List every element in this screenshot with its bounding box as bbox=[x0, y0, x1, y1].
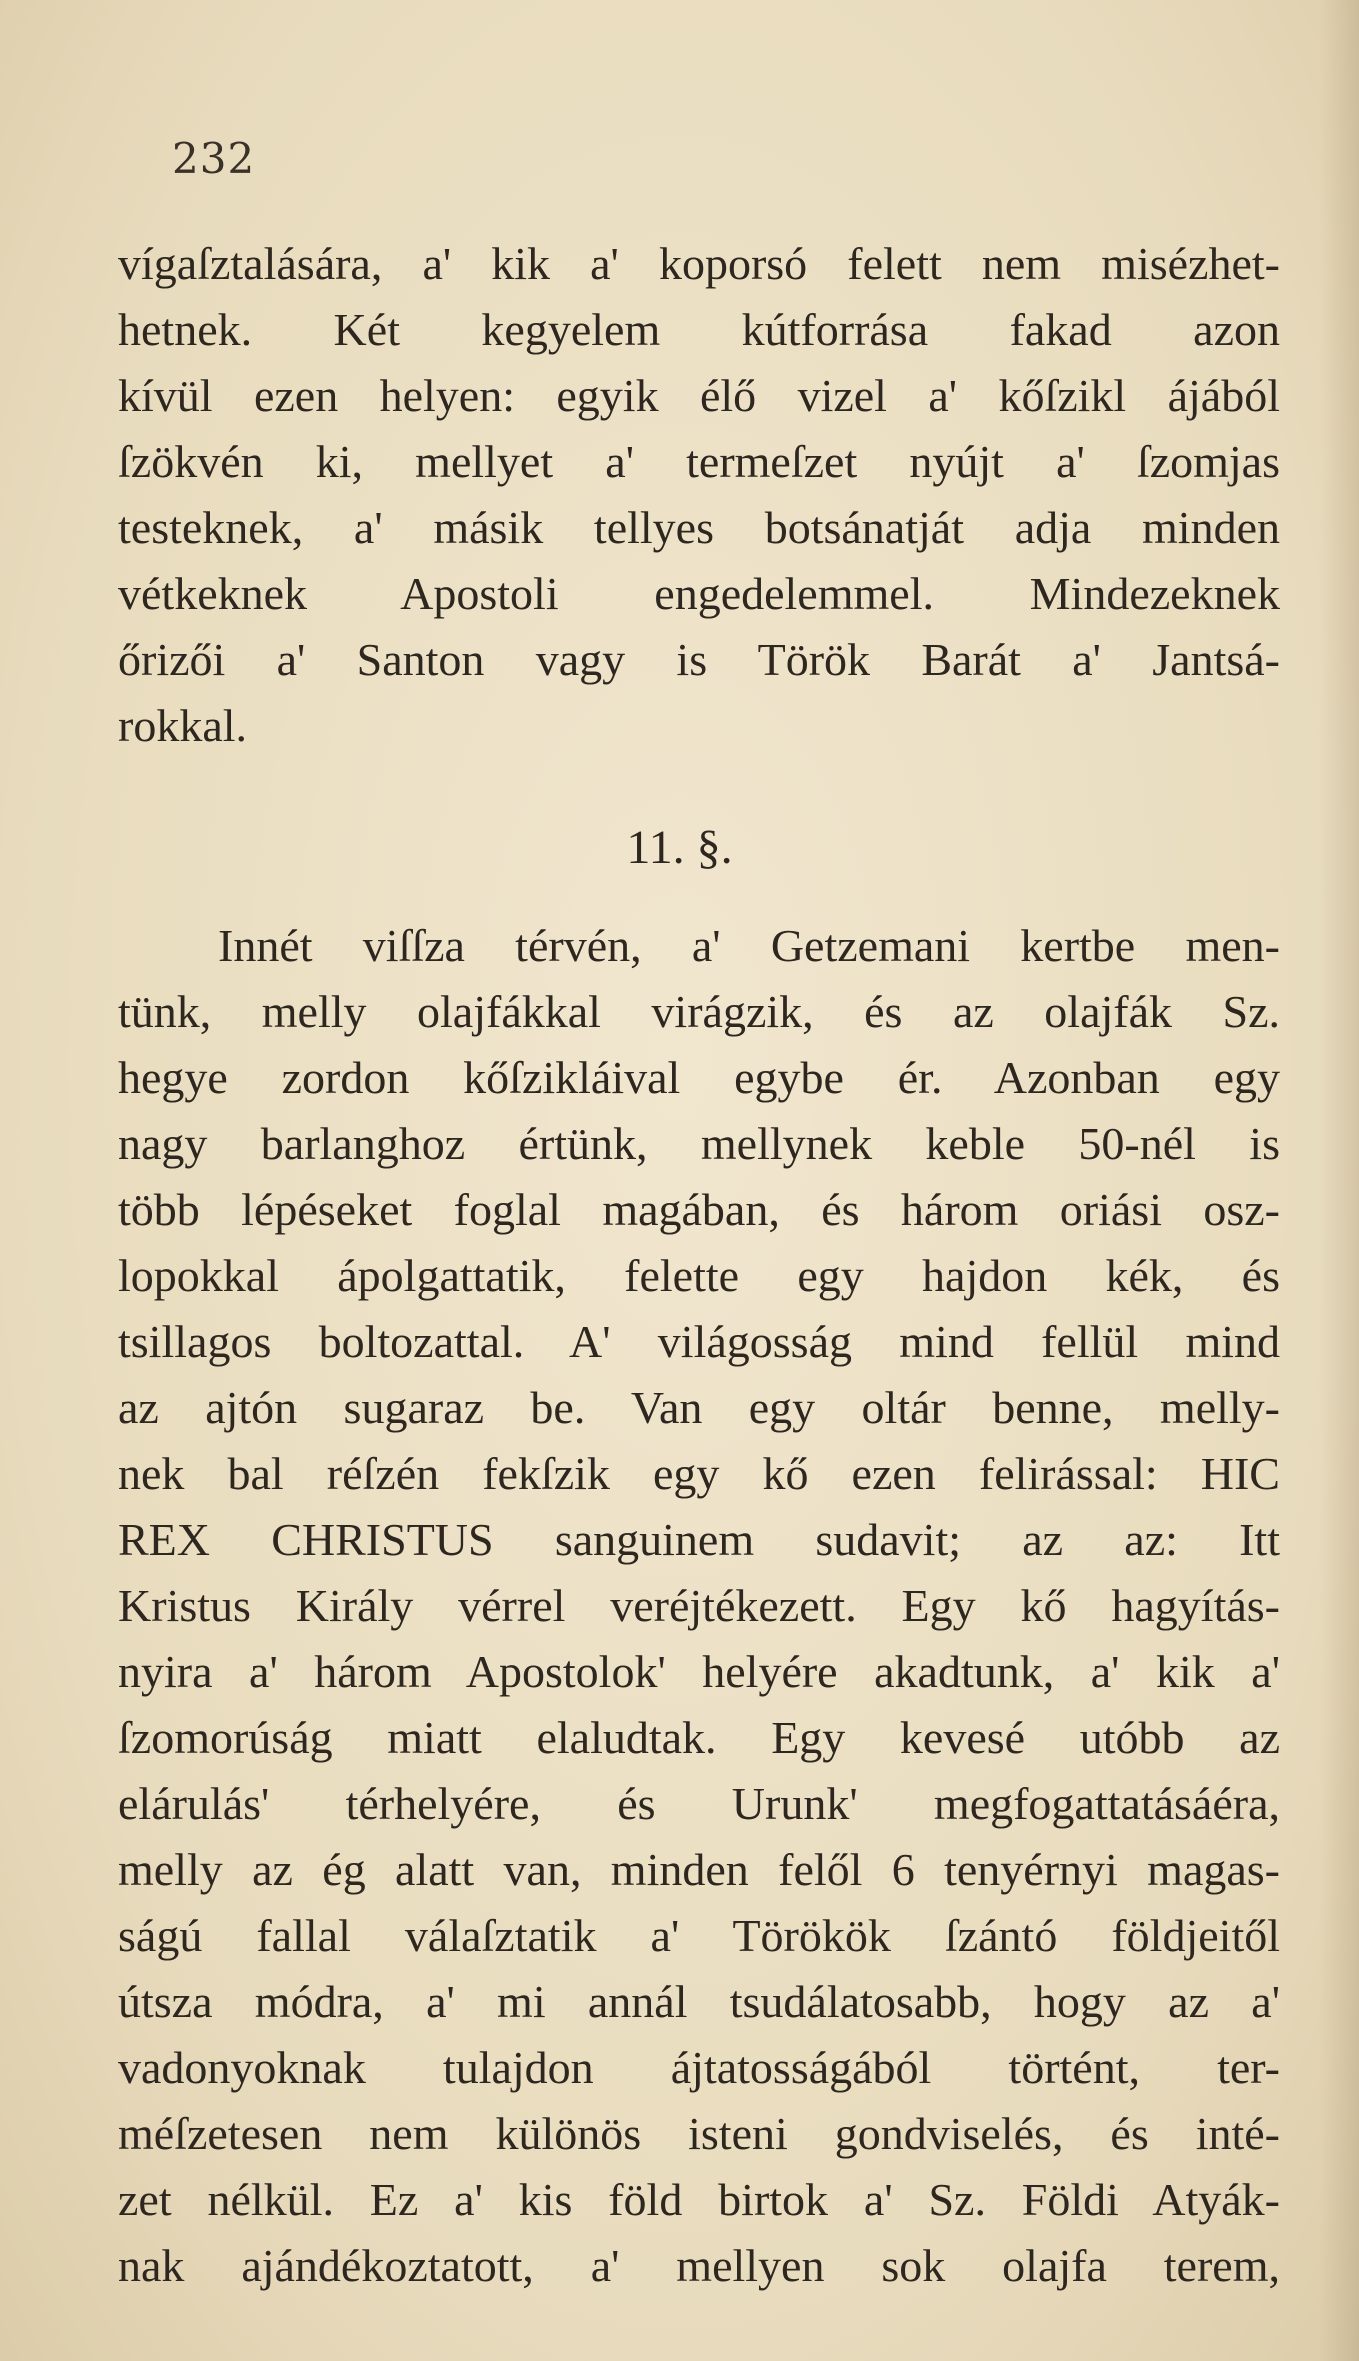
text-line: REX CHRISTUS sanguinem sudavit; az az: Itt bbox=[118, 1514, 1280, 1565]
text-line: nagy barlanghoz értünk, mellynek keble 50-nél is bbox=[118, 1118, 1280, 1169]
text-line: kívül ezen helyen: egyik élő vizel a' kőſzikl ájából bbox=[118, 370, 1280, 421]
text-line: hegye zordon kőſzikláival egybe ér. Azonban egy bbox=[118, 1052, 1280, 1103]
text-line: útsza módra, a' mi annál tsudálatosabb, hogy az a' bbox=[118, 1976, 1280, 2027]
text-line: rokkal. bbox=[118, 700, 248, 751]
text-line: méſzetesen nem különös isteni gondviselés, és inté- bbox=[118, 2108, 1280, 2159]
spine-shadow bbox=[1319, 0, 1359, 2361]
text-line: őrizői a' Santon vagy is Török Barát a' Jantsá- bbox=[118, 634, 1280, 685]
text-line: ságú fallal válaſztatik a' Törökök ſzántó földjeitől bbox=[118, 1910, 1280, 1961]
text-line: ſzökvén ki, mellyet a' termeſzet nyújt a' ſzomjas bbox=[118, 436, 1280, 487]
text-line: Kristus Király vérrel veréjtékezett. Egy kő hagyítás- bbox=[118, 1580, 1280, 1631]
text-line: elárulás' térhelyére, és Urunk' megfogattatásáéra, bbox=[118, 1778, 1280, 1829]
text-line: vétkeknek Apostoli engedelemmel. Mindezeknek bbox=[118, 568, 1280, 619]
text-line: lopokkal ápolgattatik, felette egy hajdon kék, és bbox=[118, 1250, 1280, 1301]
text-line: tsillagos boltozattal. A' világosság mind fellül mind bbox=[118, 1316, 1280, 1367]
text-line: tünk, melly olajfákkal virágzik, és az olajfák Sz. bbox=[118, 986, 1280, 1037]
text-line: nyira a' három Apostolok' helyére akadtunk, a' kik a' bbox=[118, 1646, 1280, 1697]
text-line: vadonyoknak tulajdon ájtatosságából történt, ter- bbox=[118, 2042, 1280, 2093]
text-line: nek bal réſzén fekſzik egy kő ezen felirással: HIC bbox=[118, 1448, 1280, 1499]
text-line: zet nélkül. Ez a' kis föld birtok a' Sz. Földi Atyák- bbox=[118, 2174, 1280, 2225]
text-line: Innét viſſza térvén, a' Getzemani kertbe men- bbox=[218, 920, 1280, 971]
text-line: nak ajándékoztatott, a' mellyen sok olajfa terem, bbox=[118, 2240, 1280, 2291]
section-heading: 11. §. bbox=[626, 821, 733, 874]
text-line: ſzomorúság miatt elaludtak. Egy kevesé utóbb az bbox=[118, 1712, 1280, 1763]
text-line: vígaſztalására, a' kik a' koporsó felett nem misézhet- bbox=[118, 238, 1280, 289]
text-line: több lépéseket foglal magában, és három oriási osz- bbox=[118, 1184, 1280, 1235]
text-line: testeknek, a' másik tellyes botsánatját adja minden bbox=[118, 502, 1280, 553]
text-line: hetnek. Két kegyelem kútforrása fakad azon bbox=[118, 304, 1280, 355]
page-number: 232 bbox=[172, 134, 256, 183]
text-line: az ajtón sugaraz be. Van egy oltár benne, melly- bbox=[118, 1382, 1280, 1433]
text-line: melly az ég alatt van, minden felől 6 tenyérnyi magas- bbox=[118, 1844, 1280, 1895]
